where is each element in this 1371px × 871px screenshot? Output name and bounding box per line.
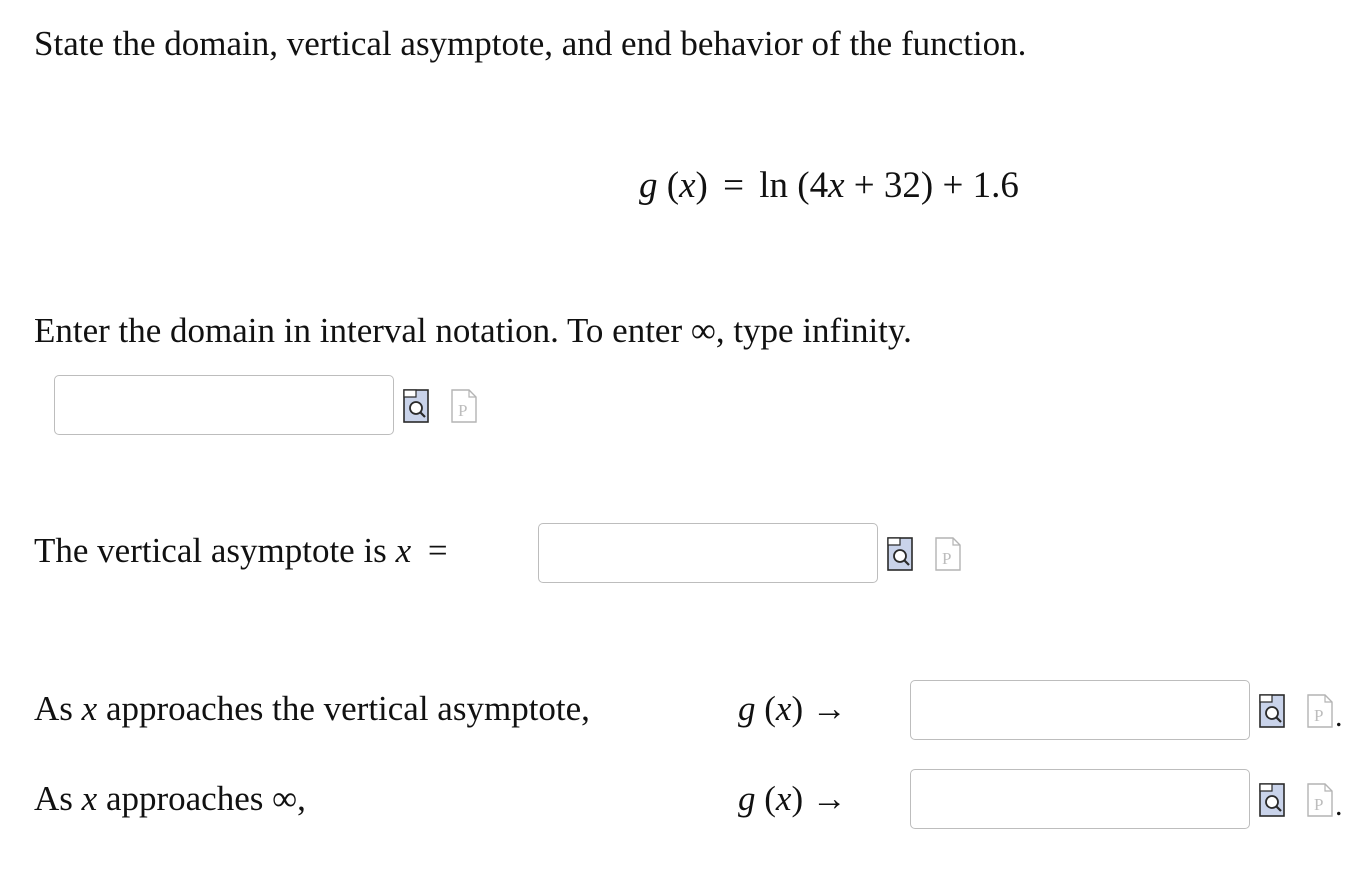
row2-period: . (1335, 789, 1343, 822)
asymptote-label (34, 531, 448, 571)
row2-func: g (738, 779, 756, 818)
row1-period: . (1335, 700, 1343, 733)
row2-limit-expression (738, 779, 847, 819)
ln-operator: ln (759, 165, 788, 206)
help-icon[interactable] (451, 389, 477, 423)
row1-arrow: → (811, 689, 847, 728)
row1-as: As (34, 689, 82, 728)
asymptote-input[interactable] (538, 523, 878, 583)
domain-input[interactable] (54, 375, 394, 435)
equals-sign: = (723, 165, 744, 206)
row1-var: x (81, 689, 98, 728)
svg-text:P: P (458, 401, 468, 420)
help-icon[interactable] (1307, 694, 1333, 728)
end-behavior-asymptote-input[interactable] (910, 680, 1250, 740)
row2-func-arg: x (775, 779, 792, 818)
help-icon[interactable] (935, 537, 961, 571)
svg-text:P: P (942, 549, 952, 568)
row1-func: g (738, 689, 756, 728)
svg-text:P: P (1314, 706, 1324, 725)
row2-open-paren: ( (764, 779, 776, 818)
row2-after: approaches (97, 779, 273, 818)
function-name: g (639, 165, 658, 206)
row2-as: As (34, 779, 82, 818)
end-behavior-row2-label (34, 779, 306, 819)
ln-open-paren: ( (797, 165, 810, 206)
row2-var: x (81, 779, 98, 818)
inner-coef: 4 (809, 165, 829, 206)
preview-icon[interactable] (1259, 694, 1285, 728)
row1-limit-expression (738, 689, 847, 729)
asymptote-label-before: The vertical asymptote is (34, 531, 396, 570)
row2-comma: , (297, 779, 306, 818)
asymptote-label-var: x (395, 531, 412, 570)
open-paren: ( (666, 165, 680, 206)
domain-instruction-before: Enter the domain in interval notation. To enter (34, 311, 691, 350)
function-formula (639, 165, 1019, 207)
preview-icon[interactable] (887, 537, 913, 571)
end-behavior-infinity-input[interactable] (910, 769, 1250, 829)
domain-instruction-after: , type infinity. (715, 311, 912, 350)
preview-icon[interactable] (403, 389, 429, 423)
svg-text:P: P (1314, 795, 1324, 814)
row1-func-arg: x (775, 689, 792, 728)
help-icon[interactable] (1307, 783, 1333, 817)
question-prompt: State the domain, vertical asymptote, and end behavior of the function. (34, 24, 1027, 63)
row2-arrow: → (811, 779, 847, 818)
infinity-symbol: ∞ (690, 311, 716, 350)
row1-close-paren: ) (791, 689, 804, 728)
row1-after: approaches the vertical asymptote, (97, 689, 590, 728)
outer-rest: + 1.6 (942, 165, 1019, 206)
row2-infinity-symbol: ∞ (272, 779, 298, 818)
domain-instruction (34, 311, 912, 351)
row1-open-paren: ( (764, 689, 776, 728)
function-arg: x (679, 165, 696, 206)
inner-var: x (828, 165, 845, 206)
inner-rest: + 32) (853, 165, 934, 206)
end-behavior-row1-label (34, 689, 590, 729)
close-paren: ) (695, 165, 708, 206)
preview-icon[interactable] (1259, 783, 1285, 817)
asymptote-equals: = (427, 531, 448, 570)
row2-close-paren: ) (791, 779, 804, 818)
